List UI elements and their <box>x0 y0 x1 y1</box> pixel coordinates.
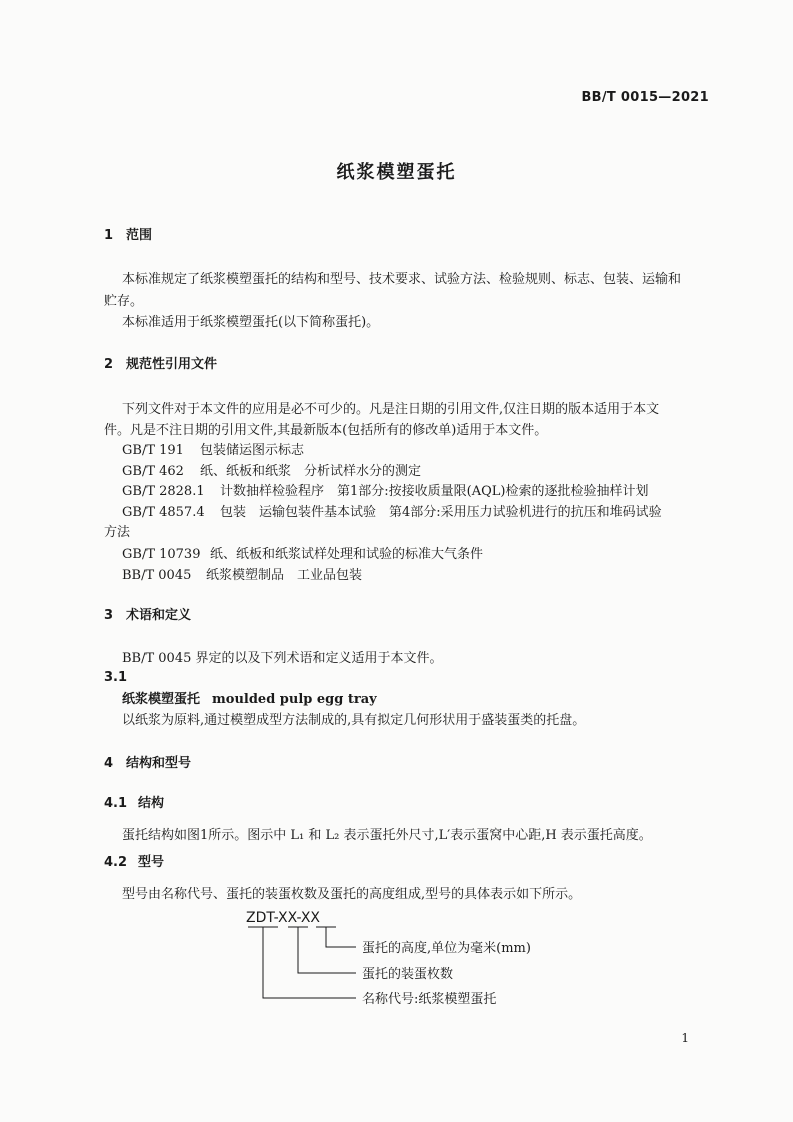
subsection-title: 结构 <box>138 796 165 811</box>
reference-title: 包装储运图示标志 <box>200 443 305 458</box>
reference-title: 包装 运输包装件基本试验 第4部分:采用压力试验机进行的抗压和堆码试验 <box>220 505 662 520</box>
reference-title: 纸、纸板和纸浆试样处理和试验的标准大气条件 <box>210 547 484 562</box>
model-code: ZDT-XX-XX <box>246 910 321 926</box>
section-title: 规范性引用文件 <box>126 357 218 372</box>
scope-paragraph-2: 本标准适用于纸浆模塑蛋托(以下简称蛋托)。 <box>122 315 380 330</box>
subsection-title: 型号 <box>138 855 165 870</box>
reference-code: GB/T 462 <box>122 464 184 479</box>
subsection-number: 4.2 <box>104 855 128 870</box>
section-title: 范围 <box>126 228 153 243</box>
term-definition: 以纸浆为原料,通过模塑成型方法制成的,具有拟定几何形状用于盛装蛋类的托盘。 <box>122 713 586 728</box>
term-chinese: 纸浆模塑蛋托 <box>122 692 201 707</box>
refs-intro-line-1: 下列文件对于本文件的应用是必不可少的。凡是注日期的引用文件,仅注日期的版本适用于本文 <box>122 402 660 417</box>
terms-intro: BB/T 0045 界定的以及下列术语和定义适用于本文件。 <box>122 651 443 666</box>
section-number: 3 <box>104 608 114 623</box>
reference-item <box>122 566 362 586</box>
standard-number: BB/T 0015—2021 <box>581 90 709 105</box>
leader-height <box>326 927 356 947</box>
reference-item <box>122 462 421 482</box>
term-english: moulded pulp egg tray <box>212 692 377 707</box>
section-title: 术语和定义 <box>126 608 192 623</box>
reference-item <box>122 441 304 461</box>
subsection-number: 4.1 <box>104 796 128 811</box>
scope-paragraph-line-1: 本标准规定了纸浆模塑蛋托的结构和型号、技术要求、试验方法、检验规则、标志、包装、运输和 <box>122 272 682 287</box>
section-title: 结构和型号 <box>126 756 192 771</box>
section-3-heading <box>104 604 191 623</box>
leader-name <box>263 927 356 998</box>
subsection-4-1-heading <box>104 792 164 811</box>
subsection-4-2-heading <box>104 851 164 870</box>
reference-code: GB/T 10739 <box>122 547 201 562</box>
structure-paragraph: 蛋托结构如图1所示。图示中 L₁ 和 L₂ 表示蛋托外尺寸,L′表示蛋窝中心距,H 表示蛋托高度。 <box>122 828 652 843</box>
section-1-heading <box>104 224 152 243</box>
section-2-heading <box>104 353 217 372</box>
scope-paragraph-line-2: 贮存。 <box>104 294 144 309</box>
reference-code: GB/T 4857.4 <box>122 505 205 520</box>
reference-item <box>122 482 648 502</box>
label-height: 蛋托的高度,单位为毫米(mm) <box>362 941 531 956</box>
section-number: 1 <box>104 228 114 243</box>
reference-code: BB/T 0045 <box>122 568 192 583</box>
label-egg-count: 蛋托的装蛋枚数 <box>362 967 454 982</box>
section-number: 2 <box>104 357 114 372</box>
model-designation-diagram <box>230 906 570 1016</box>
label-name-code: 名称代号:纸浆模塑蛋托 <box>362 992 497 1007</box>
refs-intro-line-2: 件。凡是不注日期的引用文件,其最新版本(包括所有的修改单)适用于本文件。 <box>104 423 548 438</box>
reference-item <box>122 545 483 565</box>
section-number: 4 <box>104 756 114 771</box>
page-number: 1 <box>681 1031 689 1045</box>
reference-code: GB/T 2828.1 <box>122 484 205 499</box>
document-title: 纸浆模塑蛋托 <box>336 162 457 183</box>
term-entry <box>122 690 377 710</box>
reference-code: GB/T 191 <box>122 443 184 458</box>
reference-item <box>122 503 662 523</box>
model-paragraph: 型号由名称代号、蛋托的装蛋枚数及蛋托的高度组成,型号的具体表示如下所示。 <box>122 887 582 902</box>
leader-count <box>298 927 356 973</box>
term-number: 3.1 <box>104 670 128 685</box>
reference-title: 纸、纸板和纸浆 分析试样水分的测定 <box>200 464 422 479</box>
reference-title: 计数抽样检验程序 第1部分:按接收质量限(AQL)检索的逐批检验抽样计划 <box>220 484 649 499</box>
reference-title: 纸浆模塑制品 工业品包装 <box>206 568 363 583</box>
section-4-heading <box>104 752 191 771</box>
reference-item-continuation: 方法 <box>104 525 131 540</box>
